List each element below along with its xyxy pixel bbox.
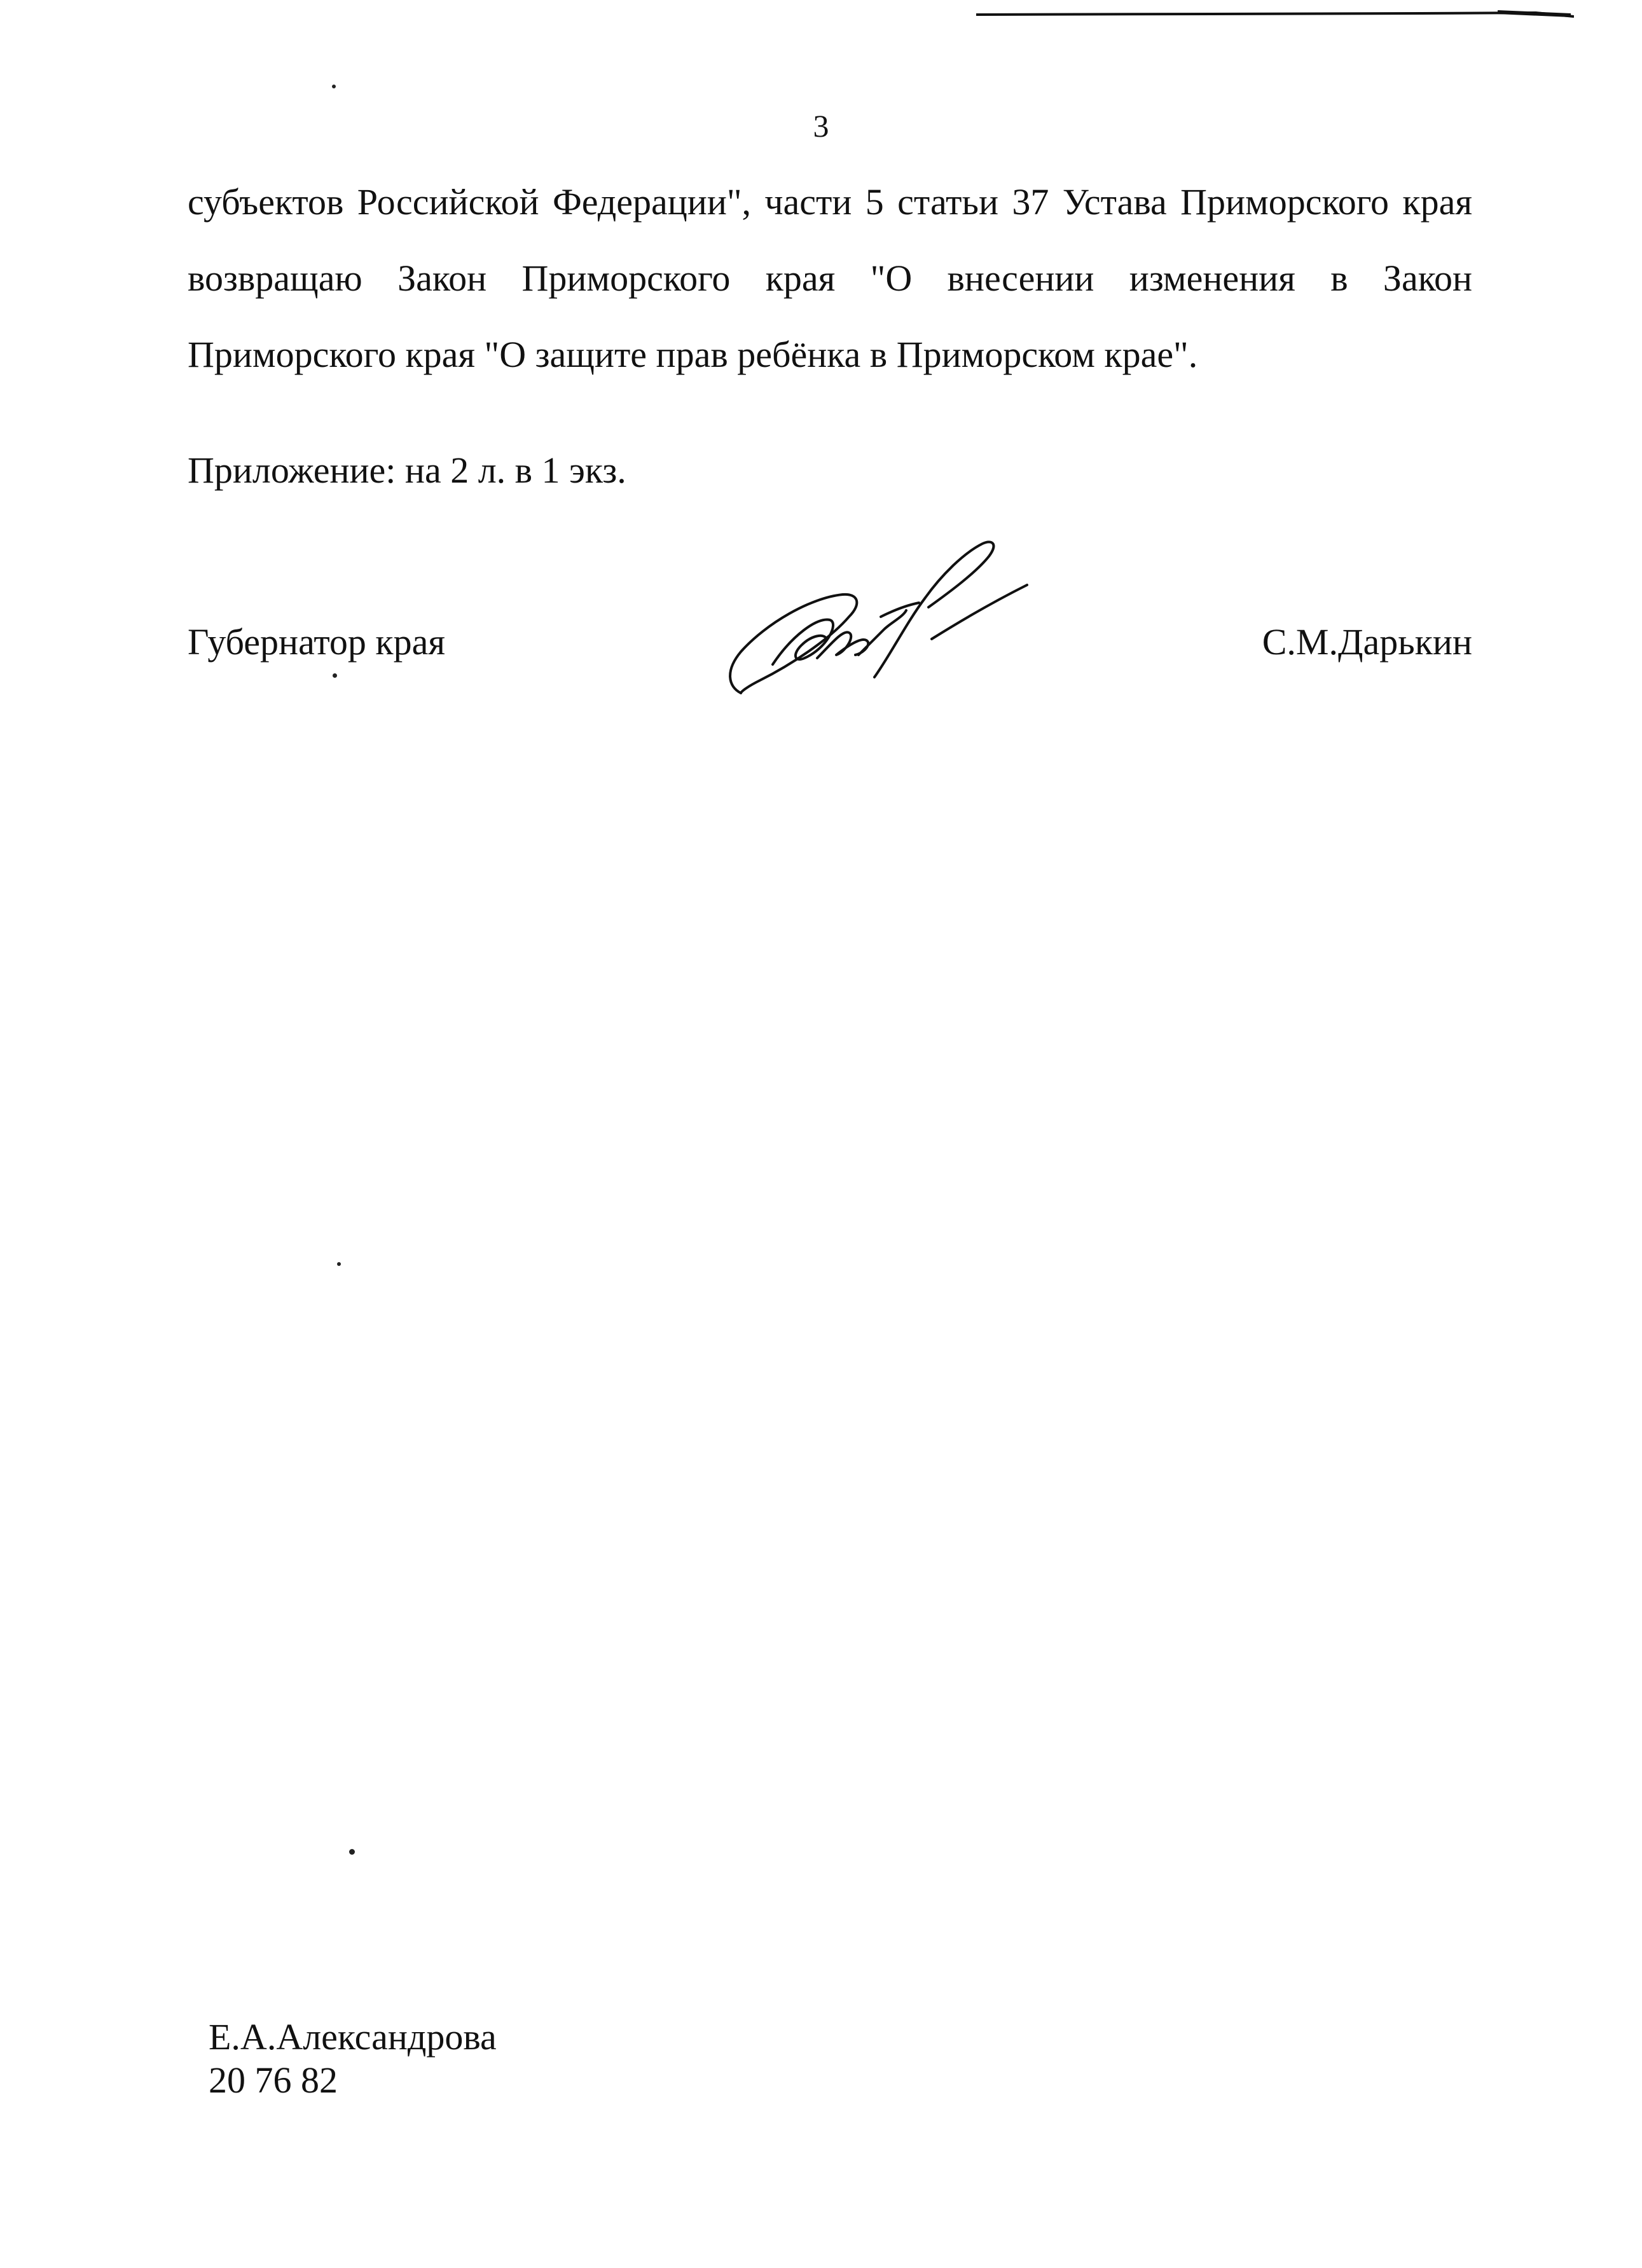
scan-edge-line: [976, 9, 1574, 19]
executor-phone: 20 76 82: [209, 2059, 338, 2101]
handwritten-signature: [722, 528, 1030, 699]
body-line-text: субъектов Российской Федерации", части 5 статьи 37 Устава Приморского края: [188, 181, 1472, 223]
signatory-position: Губернатор края: [188, 621, 446, 663]
appendix-note: Приложение: на 2 л. в 1 экз.: [188, 450, 626, 491]
body-line-text: возвращаю Закон Приморского края "О внесении изменения в Закон: [188, 258, 1472, 299]
scan-speck: [333, 673, 337, 678]
executor-contact: [209, 2016, 497, 2102]
scan-speck: [337, 1262, 341, 1266]
scan-speck: [332, 85, 336, 88]
executor-name: Е.А.Александрова: [209, 2016, 497, 2058]
body-line-2: [188, 240, 1472, 317]
page-number: 3: [813, 108, 829, 144]
body-line-3: Приморского края "О защите прав ребёнка в Приморском крае".: [188, 334, 1198, 375]
body-paragraph: [188, 164, 1472, 393]
signatory-name: С.М.Дарькин: [1262, 621, 1472, 663]
body-line-1: [188, 164, 1472, 240]
scan-speck: [349, 1849, 355, 1855]
